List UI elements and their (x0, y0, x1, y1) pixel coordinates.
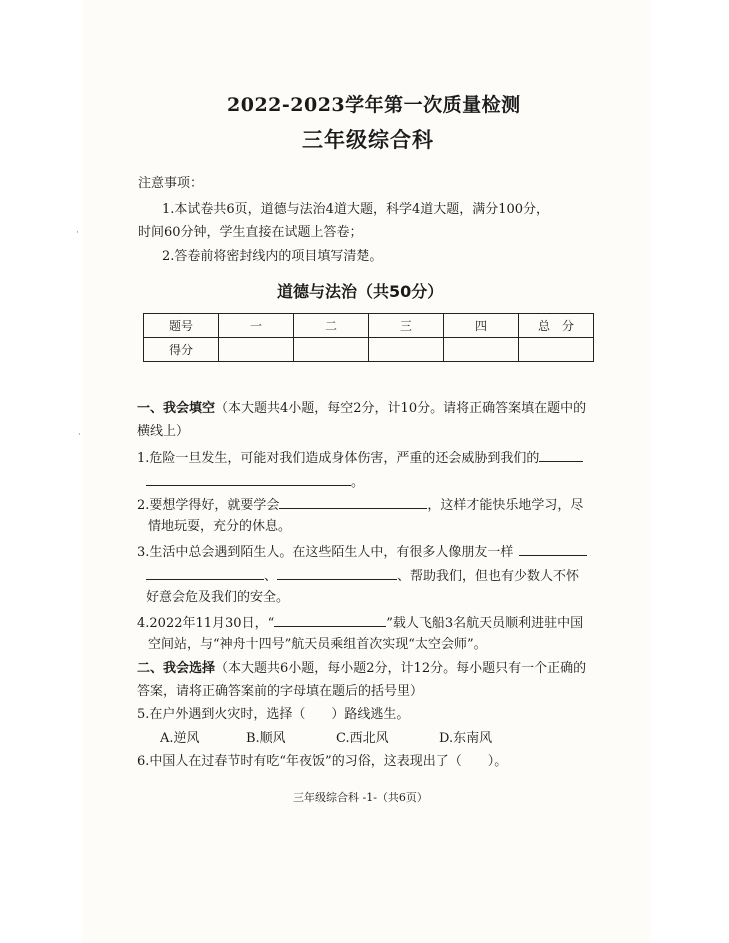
question-2-text: 2.要想学得好，就要学会 (137, 498, 280, 513)
question-1-end: 。 (351, 475, 365, 490)
score-table-header: 一 (219, 314, 294, 338)
question-1-cont (146, 473, 364, 491)
question-3 (137, 543, 587, 561)
score-table-score-row (144, 338, 594, 362)
answer-blank[interactable] (539, 449, 583, 462)
answer-blank[interactable] (519, 543, 587, 556)
part2-heading-line (137, 661, 586, 677)
score-cell[interactable] (294, 338, 369, 362)
question-4-cont: 空间站，与“神舟十四号”航天员乘组首次实现“太空会师”。 (148, 637, 487, 652)
notice-item-1-cont: 时间60分钟，学生直接在试题上答卷； (138, 225, 363, 240)
score-table-header: 题号 (144, 314, 219, 338)
answer-blank[interactable] (274, 614, 386, 627)
question-1 (137, 449, 583, 467)
part1-desc: （本大题共4小题，每空2分，计10分。请将正确答案填在题中的 (215, 401, 587, 416)
score-table-header-row (144, 314, 594, 338)
binding-hole-mark: · (78, 430, 81, 440)
score-table (143, 313, 594, 362)
answer-blank[interactable] (146, 473, 351, 486)
notice-item-2: 2.答卷前将密封线内的项目填写清楚。 (162, 249, 383, 264)
question-5: 5.在户外遇到火灾时，选择（ ）路线逃生。 (137, 707, 410, 722)
part1-desc-cont: 横线上） (137, 424, 190, 439)
score-table-header: 二 (294, 314, 369, 338)
question-6: 6.中国人在过春节时有吃“年夜饭”的习俗，这表现出了（ ）。 (137, 754, 508, 769)
score-table-header: 总 分 (519, 314, 594, 338)
part2-desc-cont: 答案，请将正确答案前的字母填在题后的括号里） (137, 684, 424, 699)
question-5-option-c[interactable]: C.西北风 (336, 731, 389, 746)
notice-item-1: 1.本试卷共6页，道德与法治4道大题，科学4道大题，满分100分， (162, 202, 550, 217)
notice-heading: 注意事项： (138, 176, 204, 191)
score-cell[interactable] (219, 338, 294, 362)
question-3-end: 好意会危及我们的安全。 (146, 590, 290, 605)
score-table-header: 三 (369, 314, 444, 338)
score-row-label: 得分 (144, 338, 219, 362)
score-table-header: 四 (444, 314, 519, 338)
page-footer: 三年级综合科 -1-（共6页） (293, 791, 428, 804)
score-cell[interactable] (444, 338, 519, 362)
score-cell[interactable] (519, 338, 594, 362)
exam-title: 2022-2023学年第一次质量检测 (227, 94, 521, 116)
question-4-text: 4.2022年11月30日，“ (137, 616, 275, 631)
question-2-text-b: ，这样才能快乐地学习，尽 (427, 498, 584, 513)
answer-blank[interactable] (279, 496, 427, 509)
part1-heading-line (137, 401, 586, 417)
score-cell[interactable] (369, 338, 444, 362)
question-4 (137, 614, 583, 632)
answer-blank[interactable] (146, 567, 264, 580)
question-2-cont: 情地玩耍，充分的休息。 (148, 519, 292, 534)
binding-hole-mark: · (76, 228, 79, 238)
binding-margin (0, 0, 82, 943)
part2-desc: （本大题共6小题，每小题2分，计12分。每小题只有一个正确的 (215, 661, 587, 676)
part1-heading: 一、我会填空 (137, 401, 216, 416)
question-5-option-b[interactable]: B.顺风 (246, 731, 286, 746)
exam-subtitle: 三年级综合科 (302, 128, 434, 152)
part2-heading: 二、我会选择 (137, 661, 216, 676)
question-5-option-d[interactable]: D.东南风 (439, 731, 493, 746)
question-5-option-a[interactable]: A.逆风 (160, 731, 200, 746)
answer-blank[interactable] (277, 567, 397, 580)
question-3-cont (146, 567, 579, 585)
question-2 (137, 496, 583, 514)
question-3-text: 3.生活中总会遇到陌生人。在这些陌生人中，有很多人像朋友一样 (137, 545, 514, 560)
question-3-sep: 、 (264, 569, 278, 584)
question-4-text-b: ”载人飞船3名航天员顺利进驻中国 (386, 616, 584, 631)
section-title: 道德与法治（共50分） (277, 282, 444, 301)
question-3-text-b: 、帮助我们，但也有少数人不怀 (397, 569, 580, 584)
question-1-text: 1.危险一旦发生，可能对我们造成身体伤害，严重的还会威胁到我们的 (137, 451, 540, 466)
